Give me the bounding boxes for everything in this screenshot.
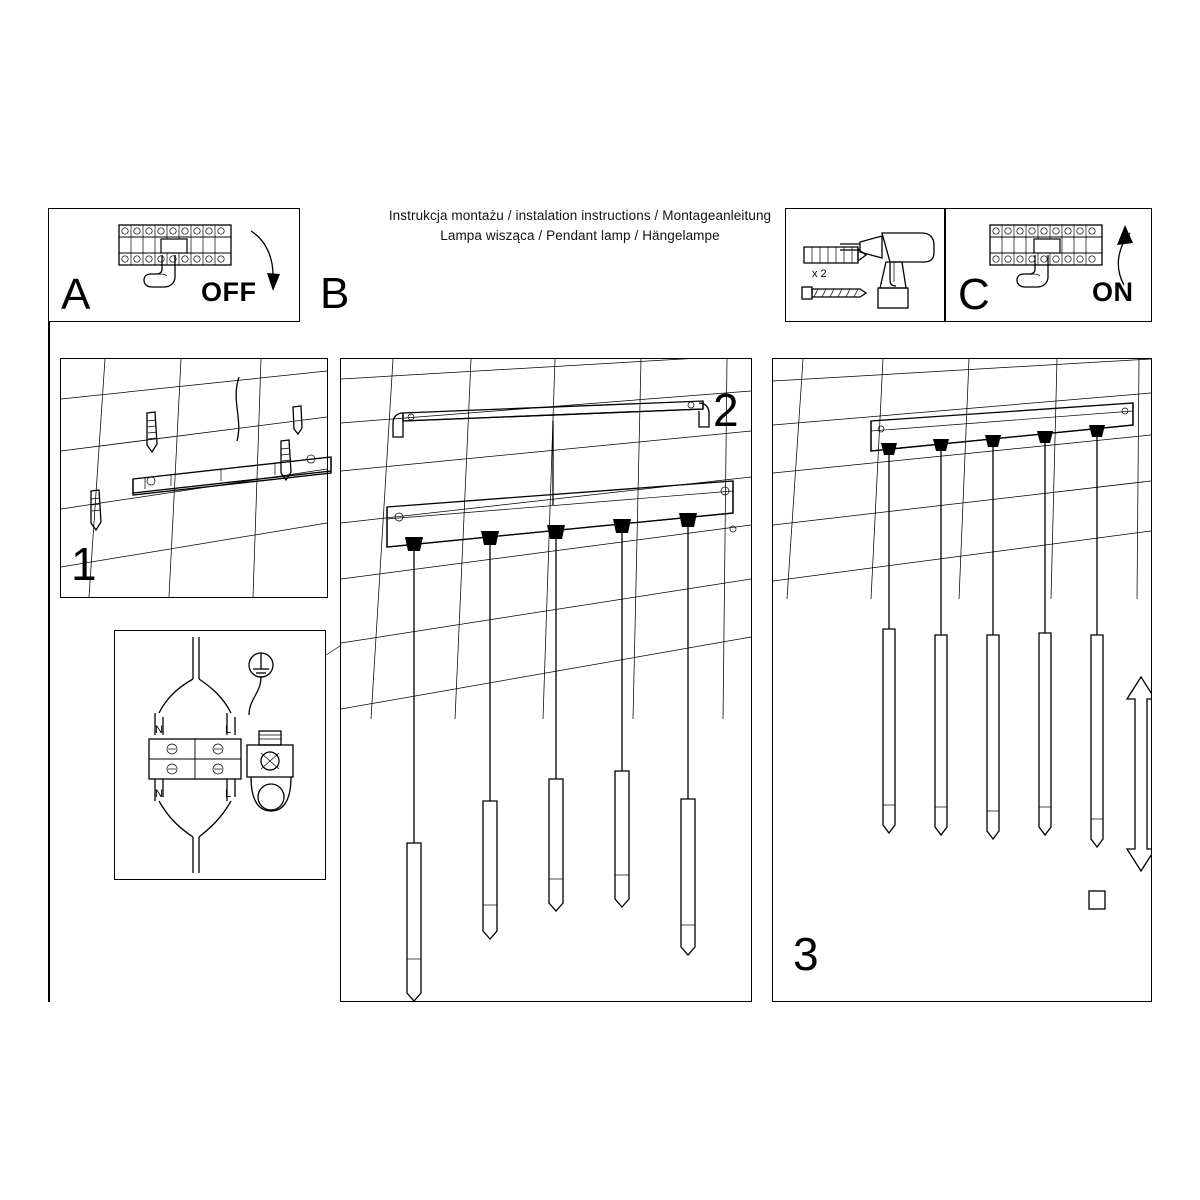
canopy-mounting-pendant-lamp-icon xyxy=(341,359,751,1001)
svg-text:L: L xyxy=(225,724,232,736)
svg-text:L: L xyxy=(225,788,232,800)
panel-wiring-detail xyxy=(114,630,326,880)
panel-c-switch-on xyxy=(945,208,1152,322)
panel-c-action-label: ON xyxy=(1092,277,1134,307)
panel-a-label: A xyxy=(61,270,91,319)
step-2-label: 2 xyxy=(713,384,739,436)
title-line-1: Instrukcja montażu / instalation instructions / Montageanleitung xyxy=(388,208,772,223)
panel-step-2 xyxy=(340,358,752,1002)
panel-c-label: C xyxy=(958,270,990,319)
installed-pendant-lamp-height-adjust-icon xyxy=(773,359,1151,1001)
panel-a-switch-off xyxy=(48,208,300,322)
step-1-label: 1 xyxy=(71,538,97,590)
panel-step-3 xyxy=(772,358,1152,1002)
svg-text:x 2: x 2 xyxy=(812,268,827,280)
sheet-left-divider xyxy=(48,322,50,1002)
panel-step-1 xyxy=(60,358,328,598)
svg-text:N: N xyxy=(155,724,163,736)
drill-and-plug-icon xyxy=(790,211,944,321)
title-line-2: Lampa wisząca / Pendant lamp / Hängelampe xyxy=(440,228,720,244)
panel-a-action-label: OFF xyxy=(201,277,257,307)
terminal-block-switch-off-icon xyxy=(101,215,291,325)
ceiling-bracket-mounting-icon xyxy=(61,359,327,597)
panel-b-label: B xyxy=(320,269,350,318)
wiring-diagram-icon xyxy=(115,631,325,879)
terminal-block-switch-on-icon xyxy=(982,215,1157,325)
step-3-label: 3 xyxy=(793,928,819,980)
sheet-title xyxy=(370,206,790,247)
svg-text:N: N xyxy=(155,788,163,800)
up-down-height-adjust-arrow-icon xyxy=(1127,677,1152,871)
panel-tools xyxy=(785,208,945,322)
